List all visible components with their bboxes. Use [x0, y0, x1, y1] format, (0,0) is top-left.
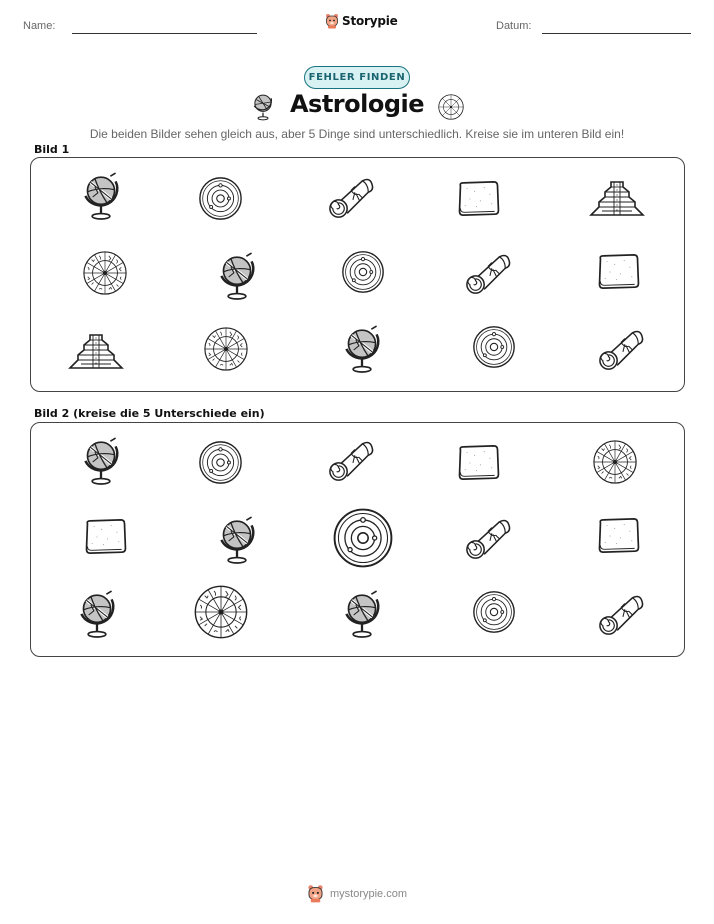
activity-badge: FEHLER FINDEN — [304, 66, 410, 89]
picture1-row3-globe-icon — [341, 325, 383, 375]
instructions: Die beiden Bilder sehen gleich aus, aber 5 Dinge sind unterschiedlich. Kreise sie im unteren Bild ein! — [89, 127, 625, 141]
picture1-row1-orbits-icon — [198, 176, 243, 221]
picture2-row2-globe-icon[interactable] — [216, 516, 258, 566]
picture1-row3-orbits-icon — [472, 325, 516, 369]
picture1-row2-zodiac-icon — [82, 250, 128, 296]
name-field[interactable] — [72, 33, 257, 34]
picture1-row3-zodiac-icon — [203, 326, 249, 372]
picture2-row3-zodiac-icon[interactable] — [193, 584, 249, 640]
picture1-row3-scroll-icon — [596, 327, 646, 373]
picture1-row1-pyramid-icon — [589, 177, 645, 217]
brand-logo — [325, 13, 398, 29]
picture1-row1-globe-icon — [80, 172, 122, 222]
picture2-row1-zodiac-icon[interactable] — [592, 439, 638, 485]
picture2-row2-tablet-icon-2[interactable] — [595, 517, 642, 555]
picture2-row3-globe-icon-2[interactable] — [341, 590, 383, 640]
picture1-row1-tablet-icon — [455, 180, 502, 218]
picture2-row1-globe-icon[interactable] — [80, 437, 122, 487]
picture2-row3-scroll-icon[interactable] — [596, 592, 646, 638]
picture2-row2-scroll-icon[interactable] — [463, 516, 513, 562]
picture2-row2-orbits-icon[interactable] — [332, 507, 394, 569]
picture2-row1-tablet-icon[interactable] — [455, 444, 502, 482]
picture2-row3-orbits-icon[interactable] — [472, 590, 516, 634]
picture1-row1-scroll-icon — [326, 175, 376, 221]
name-label: Name: — [23, 20, 56, 32]
picture1-row2-orbits-icon — [341, 250, 385, 294]
picture1-row2-globe-icon — [216, 252, 258, 302]
footer — [307, 884, 407, 903]
mascot-icon — [325, 13, 339, 29]
title-globe-icon — [250, 92, 276, 122]
footer-site[interactable]: mystorypie.com — [330, 887, 408, 900]
picture1-row3-pyramid-icon — [68, 329, 124, 371]
date-field[interactable] — [542, 33, 691, 34]
picture1-row2-tablet-icon — [595, 253, 642, 291]
picture2-row1-orbits-icon[interactable] — [198, 440, 243, 485]
page-title: Astrologie — [289, 90, 425, 118]
footer-mascot-icon — [307, 884, 324, 903]
picture2-row1-scroll-icon[interactable] — [326, 438, 376, 484]
date-label: Datum: — [496, 20, 532, 32]
picture1-label: Bild 1 — [34, 143, 70, 156]
brand-name: Storypie — [342, 14, 398, 28]
picture2-row3-globe-icon[interactable] — [76, 590, 118, 640]
picture1-row2-scroll-icon — [463, 251, 513, 297]
picture2-label: Bild 2 (kreise die 5 Unterschiede ein) — [34, 407, 265, 420]
picture2-row2-tablet-icon[interactable] — [82, 518, 129, 556]
title-zodiac-icon — [437, 93, 465, 121]
